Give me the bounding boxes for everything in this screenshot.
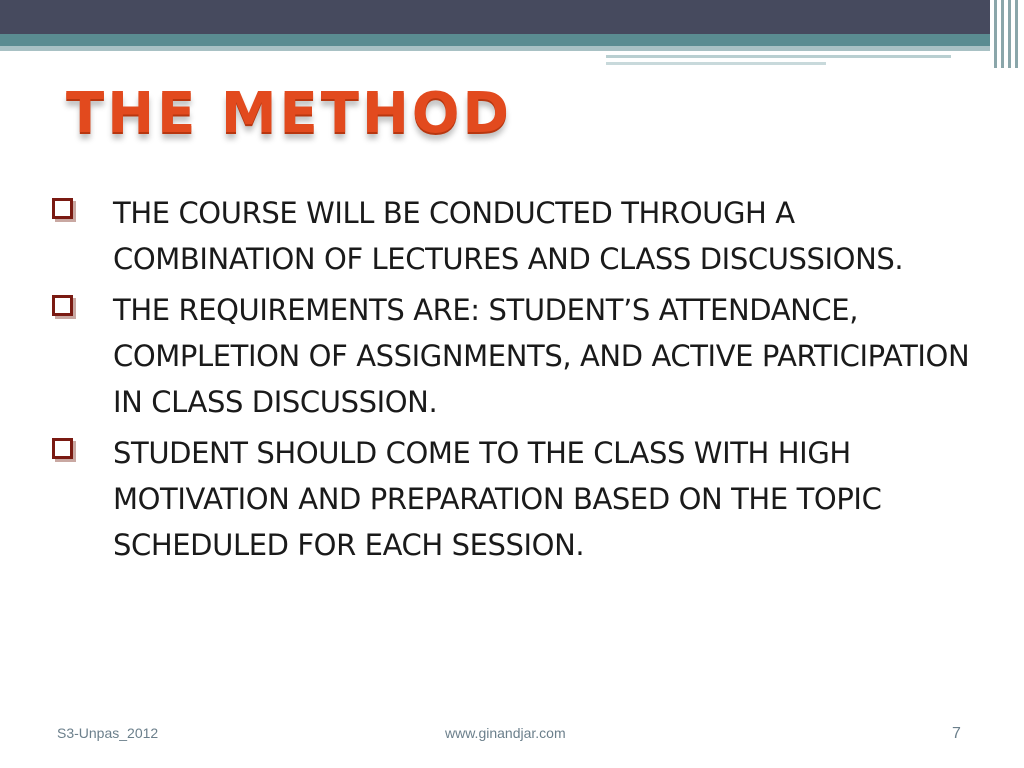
bullet-item	[52, 287, 982, 425]
bullet-list	[52, 190, 982, 573]
decorative-line	[606, 62, 826, 65]
header-accent-stripe	[0, 46, 1024, 51]
decorative-line	[606, 55, 951, 58]
header-accent-band	[0, 34, 1024, 46]
checkbox-square-icon	[52, 198, 73, 219]
bullet-item	[52, 430, 982, 568]
decorative-vertical-stripes	[990, 0, 1024, 68]
bullet-text: THE REQUIREMENTS ARE: STUDENT’S ATTENDANCE, COMPLETION OF ASSIGNMENTS, AND ACTIVE PARTICIPATION IN CLASS DISCUSSION.	[113, 293, 970, 419]
checkbox-square-icon	[52, 438, 73, 459]
slide-number: 7	[952, 725, 961, 742]
bullet-text: THE COURSE WILL BE CONDUCTED THROUGH A COMBINATION OF LECTURES AND CLASS DISCUSSIONS.	[113, 196, 904, 276]
bullet-text: STUDENT SHOULD COME TO THE CLASS WITH HIGH MOTIVATION AND PREPARATION BASED ON THE TOPIC SCHEDULED FOR EACH SESSION.	[113, 436, 882, 562]
bullet-item	[52, 190, 982, 282]
slide-title: THE METHOD	[66, 81, 512, 146]
header-bar	[0, 0, 1024, 34]
footer-website: www.ginandjar.com	[445, 725, 566, 741]
footer-course-label: S3-Unpas_2012	[57, 725, 159, 741]
checkbox-square-icon	[52, 295, 73, 316]
